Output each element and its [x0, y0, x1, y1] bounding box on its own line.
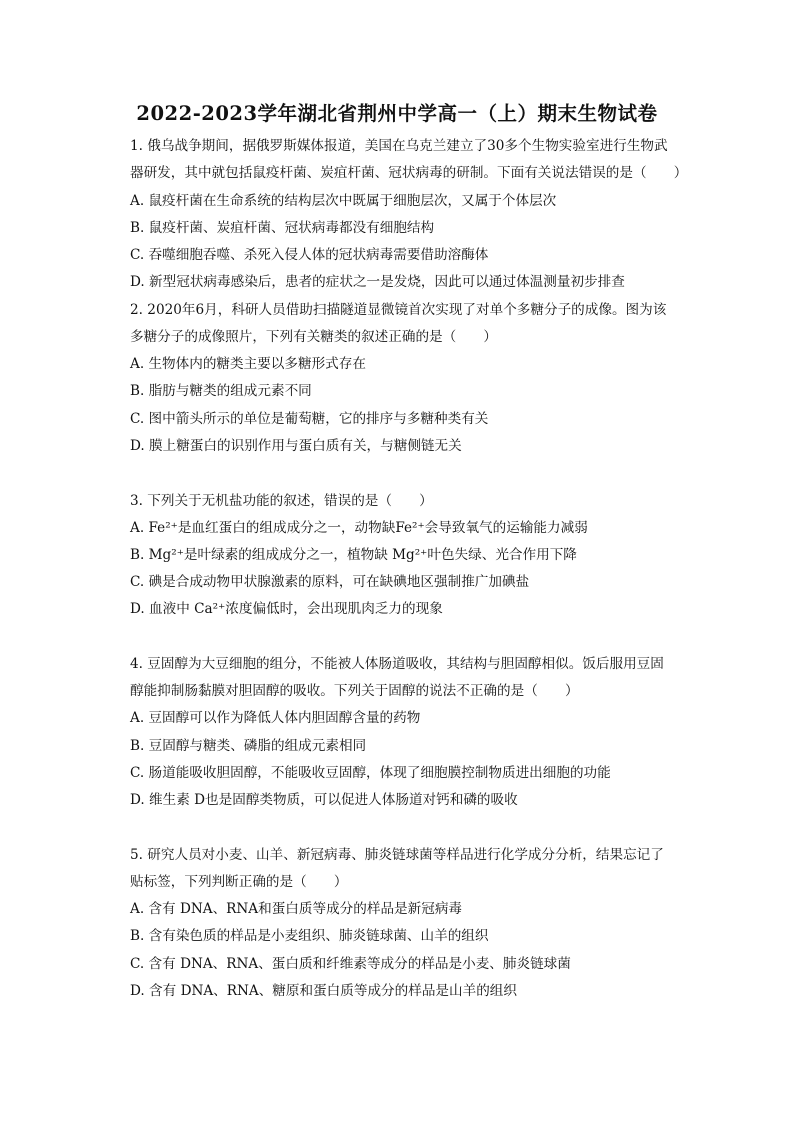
question-3-option-a: A. Fe²⁺是血红蛋白的组成成分之一，动物缺Fe²⁺会导致氧气的运输能力减弱	[130, 520, 588, 536]
question-3-stem: 3. 下列关于无机盐功能的叙述，错误的是（ ）	[130, 493, 433, 509]
question-2-option-a: A. 生物体内的糖类主要以多糖形式存在	[130, 356, 366, 372]
question-2-option-d: D. 膜上糖蛋白的识别作用与蛋白质有关，与糖侧链无关	[130, 438, 462, 454]
question-2-option-c: C. 图中箭头所示的单位是葡萄糖，它的排序与多糖种类有关	[130, 411, 489, 427]
question-1-option-d: D. 新型冠状病毒感染后，患者的症状之一是发烧，因此可以通过体温测量初步排查	[130, 274, 625, 290]
question-5-option-b: B. 含有染色质的样品是小麦组织、肺炎链球菌、山羊的组织	[130, 928, 489, 944]
question-4-option-b: B. 豆固醇与糖类、磷脂的组成元素相同	[130, 738, 367, 754]
question-4-option-a: A. 豆固醇可以作为降低人体内胆固醇含量的药物	[130, 710, 421, 726]
question-1-option-c: C. 吞噬细胞吞噬、杀死入侵人体的冠状病毒需要借助溶酶体	[130, 247, 489, 263]
question-4-stem-line-2: 醇能抑制肠黏膜对胆固醇的吸收。下列关于固醇的说法不正确的是（ ）	[130, 683, 579, 699]
question-5-option-a: A. 含有 DNA、RNA和蛋白质等成分的样品是新冠病毒	[130, 901, 463, 917]
question-5-option-d: D. 含有 DNA、RNA、糖原和蛋白质等成分的样品是山羊的组织	[130, 983, 517, 999]
question-3-option-c: C. 碘是合成动物甲状腺激素的原料，可在缺碘地区强制推广加碘盐	[130, 574, 530, 590]
question-5-option-c: C. 含有 DNA、RNA、蛋白质和纤维素等成分的样品是小麦、肺炎链球菌	[130, 956, 571, 972]
question-4-option-d: D. 维生素 D也是固醇类物质，可以促进人体肠道对钙和磷的吸收	[130, 792, 518, 808]
question-4-option-c: C. 肠道能吸收胆固醇，不能吸收豆固醇，体现了细胞膜控制物质进出细胞的功能	[130, 765, 611, 781]
question-3-option-b: B. Mg²⁺是叶绿素的组成成分之一，植物缺 Mg²⁺叶色失绿、光合作用下降	[130, 547, 577, 563]
question-1-stem-line-1: 1. 俄乌战争期间，据俄罗斯媒体报道，美国在乌克兰建立了30多个生物实验室进行生物武	[130, 138, 668, 154]
question-3-option-d: D. 血液中 Ca²⁺浓度偏低时，会出现肌肉乏力的现象	[130, 601, 443, 617]
question-1-stem-line-2: 器研发，其中就包括鼠疫杆菌、炭疽杆菌、冠状病毒的研制。下面有关说法错误的是（ ）	[130, 165, 688, 181]
question-2-stem-line-1: 2. 2020年6月，科研人员借助扫描隧道显微镜首次实现了对单个多糖分子的成像。图为该	[130, 302, 667, 318]
question-5-stem-line-1: 5. 研究人员对小麦、山羊、新冠病毒、肺炎链球菌等样品进行化学成分分析，结果忘记了	[130, 847, 664, 863]
question-1-option-b: B. 鼠疫杆菌、炭疽杆菌、冠状病毒都没有细胞结构	[130, 220, 435, 236]
question-2-stem-line-2: 多糖分子的成像照片，下列有关糖类的叙述正确的是（ ）	[130, 329, 498, 345]
exam-title: 2022-2023学年湖北省荆州中学高一（上）期末生物试卷	[136, 102, 658, 125]
question-4-stem-line-1: 4. 豆固醇为大豆细胞的组分，不能被人体肠道吸收，其结构与胆固醇相似。饭后服用豆固	[130, 656, 664, 672]
question-2-option-b: B. 脂肪与糖类的组成元素不同	[130, 383, 312, 399]
question-1-option-a: A. 鼠疫杆菌在生命系统的结构层次中既属于细胞层次，又属于个体层次	[130, 193, 557, 209]
question-5-stem-line-2: 贴标签，下列判断正确的是（ ）	[130, 874, 348, 890]
